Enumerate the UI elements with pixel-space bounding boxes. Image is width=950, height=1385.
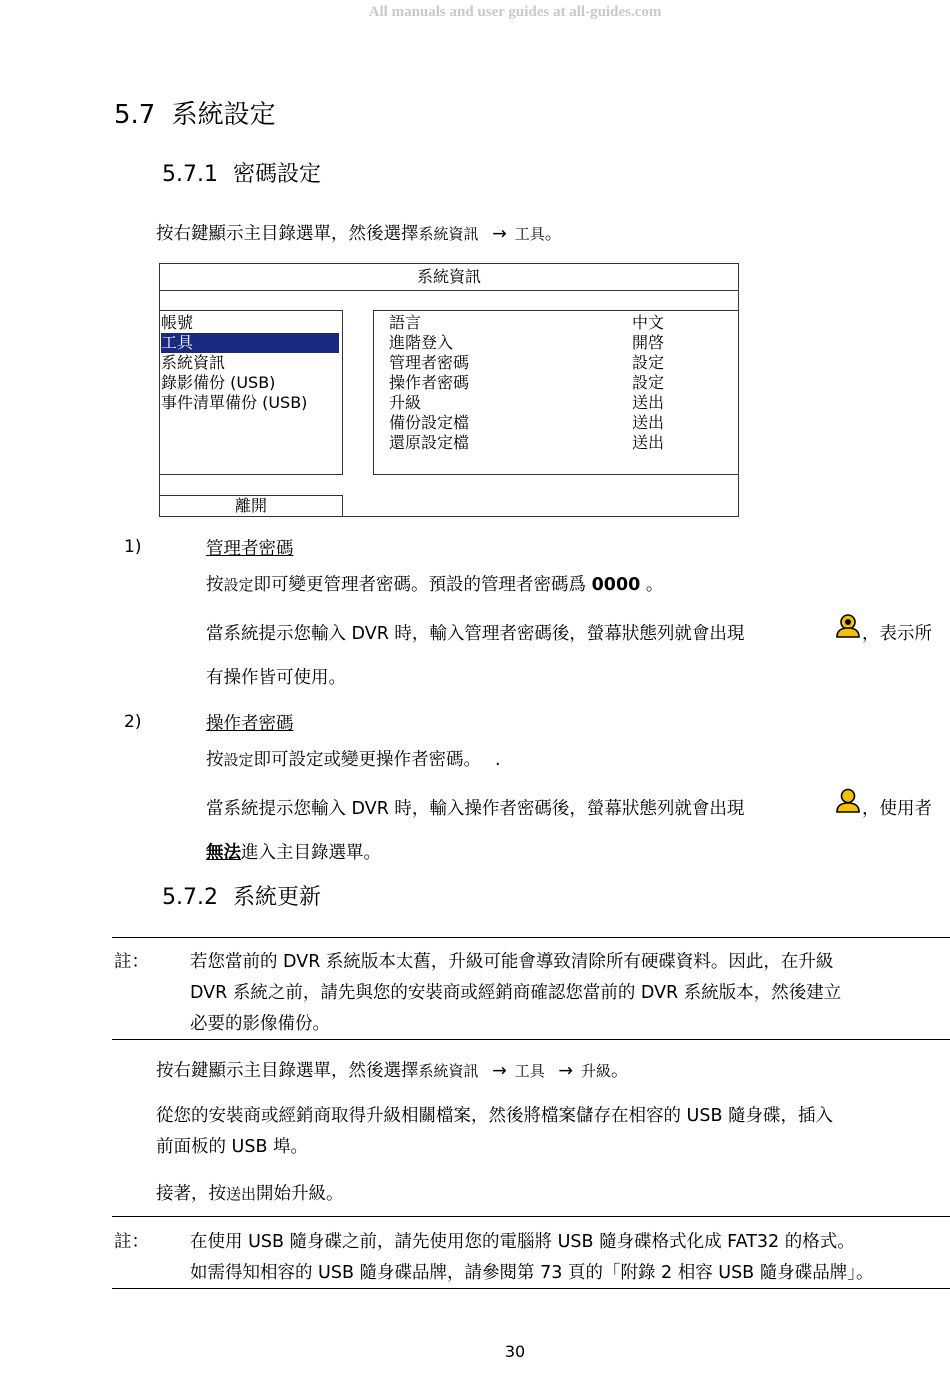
menu-item-event-backup[interactable]: 事件清單備份 (USB) [161,393,308,412]
keyword-submit: 送出 [226,1185,257,1203]
setting-value[interactable]: 送出 [632,393,665,412]
setting-value[interactable]: 設定 [632,373,665,392]
setting-value[interactable]: 中文 [632,313,665,332]
subsection-number: 5.7.2 [162,885,218,910]
intro-instruction-2 [156,1057,629,1082]
note-top-rule-1 [112,937,950,938]
keyword-set: 設定 [223,576,254,594]
note-label-2: 註： [114,1232,149,1252]
arrow-icon: → [558,1061,574,1081]
text: 即可設定或變更操作者密碼。 [253,750,482,770]
dialog-settings-panel [373,310,739,475]
text: 接著，按 [156,1184,226,1204]
upgrade-paragraph-line2: 前面板的 USB 埠。 [156,1137,309,1157]
subsection-heading-1 [162,157,321,188]
item1-line3: 有操作皆可使用。 [206,668,346,688]
setting-value[interactable]: 開啓 [632,333,665,352]
operator-user-icon [834,788,862,814]
text: 開始升級。 [256,1184,344,1204]
item2-line2a: 當系統提示您輸入 DVR 時，輸入操作者密碼後，螢幕狀態列就會出現 [206,799,745,819]
arrow-icon: → [492,1061,507,1081]
note2-line1: 在使用 USB 隨身碟之前，請先使用您的電腦將 USB 隨身碟格式化成 FAT32 的格式。 [190,1232,855,1252]
item-number-1: 1) [124,537,142,557]
note-bottom-rule-1 [112,1039,950,1040]
watermark: All manuals and user guides at all-guides.com [368,4,662,20]
keyword-set: 設定 [223,751,254,769]
menu-item-record-backup[interactable]: 錄影備份 (USB) [161,373,276,392]
setting-label: 管理者密碼 [389,353,470,372]
text: 按右鍵顯示主目錄選單，然後選擇 [156,1061,419,1081]
menu-item-system-info[interactable]: 系統資訊 [161,353,226,372]
note-bottom-rule-2 [112,1288,950,1289]
setting-label: 進階登入 [389,333,454,352]
item1-line2a: 當系統提示您輸入 DVR 時，輸入管理者密碼後，螢幕狀態列就會出現 [206,624,745,644]
menu-path-system-info: 系統資訊 [418,1062,479,1080]
next-step-paragraph [156,1180,344,1205]
note1-line1: 若您當前的 DVR 系統版本太舊，升級可能會導致清除所有硬碟資料。因此，在升級 [190,952,834,972]
setting-label: 操作者密碼 [389,373,470,392]
text: 進入主目錄選單。 [241,843,381,863]
setting-label: 語言 [389,313,422,332]
section-heading [114,94,276,131]
text: 即可變更管理者密碼。預設的管理者密碼爲 [253,575,587,595]
setting-value[interactable]: 送出 [632,413,665,432]
menu-item-tools[interactable]: 工具 [161,333,339,353]
subsection-heading-2 [162,880,321,911]
item1-line2b: ，表示所 [862,624,932,644]
note1-line3: 必要的影像備份。 [190,1014,330,1034]
page-number: 30 [504,1342,526,1361]
text: 。 [645,575,664,595]
supervisor-user-icon [834,614,862,638]
section-number: 5.7 [114,100,156,130]
menu-path-tools: 工具 [514,1062,545,1080]
item2-line1 [206,746,501,771]
note-label-1: 註： [114,952,149,972]
item-number-2: 2) [124,712,142,732]
menu-path-tools: 工具 [514,225,545,243]
dialog-title-divider [160,290,738,291]
menu-item-account[interactable]: 帳號 [161,313,194,332]
upgrade-paragraph-line1: 從您的安裝商或經銷商取得升級相關檔案，然後將檔案儲存在相容的 USB 隨身碟，插入 [156,1106,834,1126]
setting-label: 還原設定檔 [389,433,470,452]
note2-line2: 如需得知相容的 USB 隨身碟品牌，請參閱第 73 頁的「附錄 2 相容 USB 隨身碟品牌」。 [190,1263,874,1283]
item-title-supervisor: 管理者密碼 [206,539,294,559]
text: 按 [206,575,224,595]
emphasis-cannot: 無法 [206,843,241,863]
item2-line2b: ，使用者 [862,799,932,819]
dialog-title: 系統資訊 [416,267,481,286]
note-top-rule-2 [112,1216,950,1217]
exit-label: 離開 [234,496,267,515]
exit-button[interactable] [159,495,343,517]
dialog-menu-panel [159,310,343,475]
setting-label: 升級 [389,393,422,412]
item1-line1 [206,571,663,596]
text: 。 [611,1061,629,1081]
setting-value[interactable]: 送出 [632,433,665,452]
subsection-title: 系統更新 [232,885,321,910]
intro-end: 。 [544,224,563,244]
menu-path-system-info: 系統資訊 [418,225,479,243]
item-title-operator: 操作者密碼 [206,714,294,734]
section-title: 系統設定 [171,100,276,130]
menu-path-upgrade: 升級 [581,1062,612,1080]
text: . [495,750,501,770]
text: 按 [206,750,224,770]
note1-line2: DVR 系統之前，請先與您的安裝商或經銷商確認您當前的 DVR 系統版本，然後建立 [190,983,842,1003]
default-password: 0000 [591,575,641,595]
intro-text: 按右鍵顯示主目錄選單，然後選擇 [156,224,419,244]
setting-label: 備份設定檔 [389,413,470,432]
intro-instruction-1 [156,220,562,245]
item2-line3 [206,839,381,864]
subsection-title: 密碼設定 [232,162,321,187]
subsection-number: 5.7.1 [162,162,218,187]
arrow-icon: → [492,224,507,244]
setting-value[interactable]: 設定 [632,353,665,372]
